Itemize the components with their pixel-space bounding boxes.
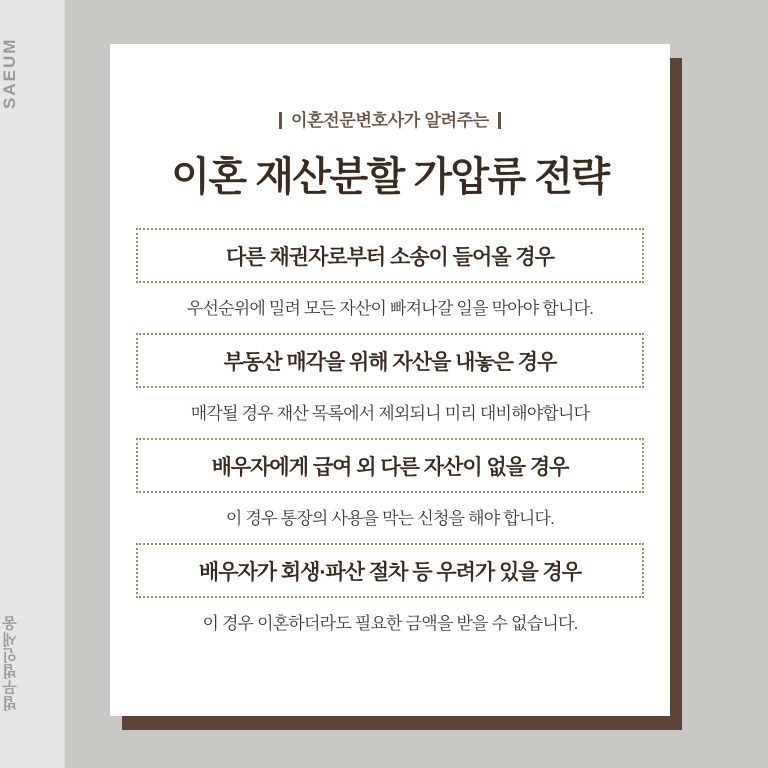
brand-label: SAEUM — [0, 37, 19, 109]
list-item — [136, 543, 644, 634]
item-description: 매각될 경우 재산 목록에서 제외되니 미리 대비해야합니다 — [190, 404, 590, 423]
item-heading: 다른 채권자로부터 소송이 들어올 경우 — [136, 228, 644, 283]
list-item — [136, 438, 644, 529]
eyebrow-bar-left — [279, 112, 282, 129]
item-description: 우선순위에 밀려 모든 자산이 빠져나갈 일을 막아야 합니다. — [186, 299, 594, 318]
item-description: 이 경우 통장의 사용을 막는 신청을 해야 합니다. — [225, 509, 555, 528]
eyebrow-bar-right — [498, 112, 501, 129]
firm-name-label: 법무법인새움 — [2, 615, 19, 711]
eyebrow-heading — [136, 106, 644, 131]
list-item — [136, 228, 644, 319]
content-card — [110, 44, 670, 716]
eyebrow-text: 이혼전문변호사가 알려주는 — [291, 111, 489, 130]
item-list — [136, 228, 644, 634]
item-heading: 부동산 매각을 위해 자산을 내놓은 경우 — [136, 333, 644, 388]
item-heading: 배우자가 회생·파산 절차 등 우려가 있을 경우 — [136, 543, 644, 598]
item-description: 이 경우 이혼하더라도 필요한 금액을 받을 수 없습니다. — [202, 614, 578, 633]
list-item — [136, 333, 644, 424]
page-title: 이혼 재산분할 가압류 전략 — [171, 155, 609, 199]
sidebar — [0, 0, 65, 768]
item-heading: 배우자에게 급여 외 다른 자산이 없을 경우 — [136, 438, 644, 493]
